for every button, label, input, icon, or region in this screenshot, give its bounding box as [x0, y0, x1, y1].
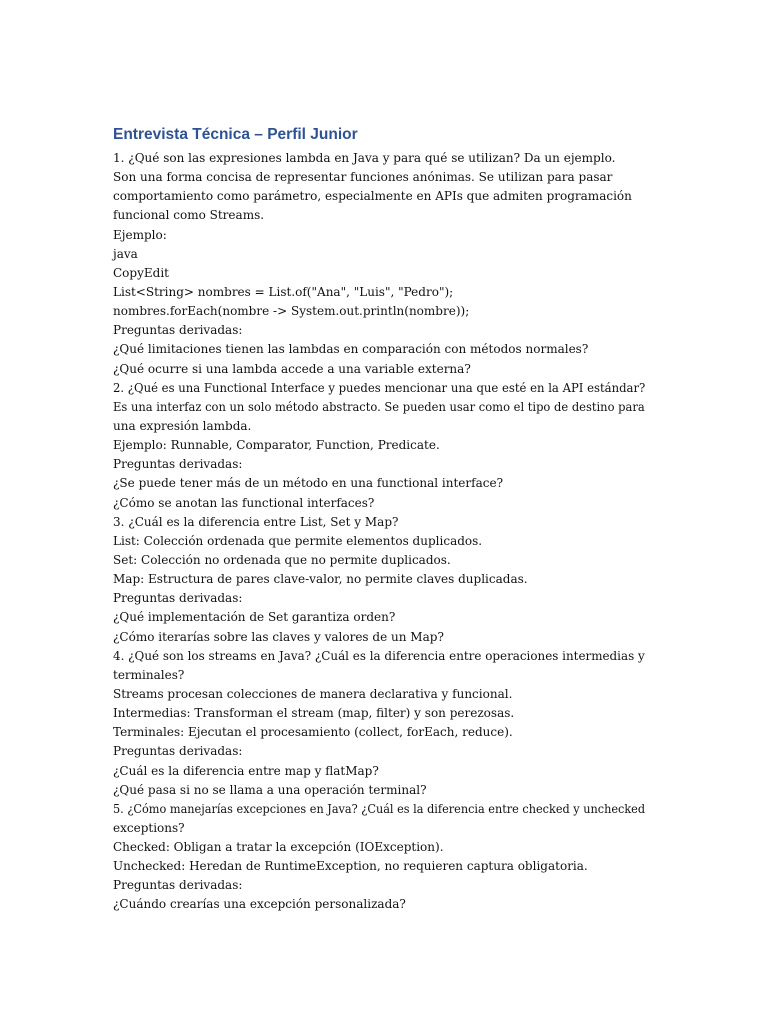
document-line: java: [113, 246, 138, 261]
document-line: una expresión lambda.: [113, 418, 252, 433]
document-line: Son una forma concisa de representar funciones anónimas. Se utilizan para pasar: [113, 170, 613, 185]
document-line: Preguntas derivadas:: [113, 878, 243, 893]
document-line: exceptions?: [113, 820, 185, 835]
document-line: Es una interfaz con un solo método abstracto. Se pueden usar como el tipo de destino para: [113, 399, 645, 414]
document-line: ¿Qué pasa si no se llama a una operación terminal?: [113, 782, 427, 797]
document-line: 1. ¿Qué son las expresiones lambda en Java y para qué se utilizan? Da un ejemplo.: [113, 151, 616, 165]
document-line: Intermedias: Transforman el stream (map, filter) y son perezosas.: [113, 706, 515, 721]
document-line: Map: Estructura de pares clave-valor, no permite claves duplicadas.: [113, 572, 528, 587]
document-line: Set: Colección no ordenada que no permite duplicados.: [113, 552, 451, 567]
document-line: 5. ¿Cómo manejarías excepciones en Java? ¿Cuál es la diferencia entre checked y unchecked: [113, 801, 646, 816]
document-line: Ejemplo: Runnable, Comparator, Function, Predicate.: [113, 438, 440, 453]
document-line: Terminales: Ejecutan el procesamiento (collect, forEach, reduce).: [113, 725, 513, 740]
document-line: Preguntas derivadas:: [113, 457, 243, 472]
document-line: Unchecked: Heredan de RuntimeException, no requieren captura obligatoria.: [113, 859, 588, 874]
document-line: Ejemplo:: [113, 227, 167, 242]
document-page: [113, 125, 653, 915]
document-line: terminales?: [113, 667, 185, 682]
document-line: Preguntas derivadas:: [113, 744, 243, 759]
document-line: List: Colección ordenada que permite elementos duplicados.: [113, 533, 483, 548]
document-line: 4. ¿Qué son los streams en Java? ¿Cuál es la diferencia entre operaciones intermedias y: [113, 648, 645, 663]
document-line: 3. ¿Cuál es la diferencia entre List, Set y Map?: [113, 514, 399, 529]
document-line: ¿Cómo se anotan las functional interfaces?: [113, 495, 375, 510]
document-line: nombres.forEach(nombre -> System.out.println(nombre));: [113, 304, 470, 319]
document-line: Preguntas derivadas:: [113, 323, 243, 338]
document-line: List<String> nombres = List.of("Ana", "Luis", "Pedro");: [113, 284, 454, 299]
document-line: ¿Cómo iterarías sobre las claves y valores de un Map?: [113, 629, 444, 644]
document-line: ¿Qué implementación de Set garantiza orden?: [113, 610, 396, 625]
document-body: [113, 149, 653, 915]
document-line: funcional como Streams.: [113, 208, 265, 223]
document-line: ¿Cuándo crearías una excepción personalizada?: [113, 897, 406, 912]
document-line: Streams procesan colecciones de manera declarativa y funcional.: [113, 686, 513, 701]
document-line: Checked: Obligan a tratar la excepción (IOException).: [113, 840, 444, 855]
document-line: CopyEdit: [113, 265, 170, 280]
document-line: Preguntas derivadas:: [113, 591, 243, 606]
document-title: Entrevista Técnica – Perfil Junior: [113, 126, 358, 143]
document-line: ¿Cuál es la diferencia entre map y flatMap?: [113, 763, 379, 778]
document-line: comportamiento como parámetro, especialmente en APIs que admiten programación: [113, 189, 632, 204]
document-line: 2. ¿Qué es una Functional Interface y puedes mencionar una que esté en la API estándar?: [113, 380, 646, 395]
document-line: ¿Se puede tener más de un método en una functional interface?: [113, 476, 504, 491]
document-line: ¿Qué ocurre si una lambda accede a una variable externa?: [113, 361, 471, 376]
document-line: ¿Qué limitaciones tienen las lambdas en comparación con métodos normales?: [113, 342, 589, 357]
